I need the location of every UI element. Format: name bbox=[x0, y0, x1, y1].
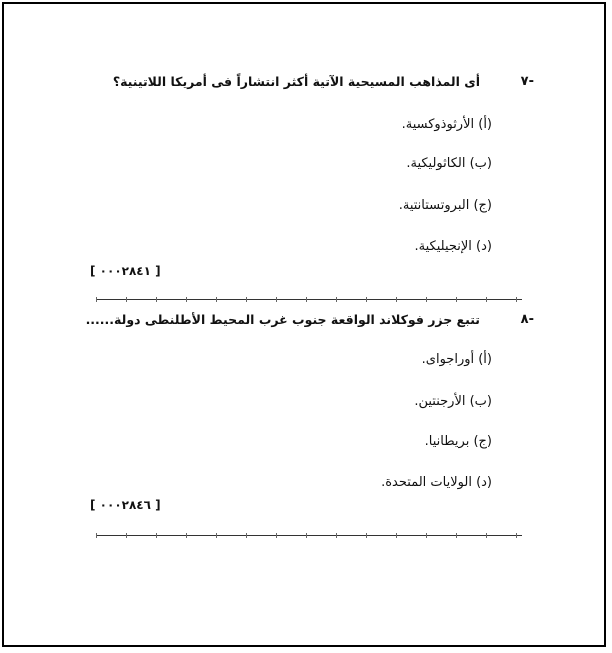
question-code: [ ٠٠٠٢٨٤٦ ] bbox=[90, 498, 161, 512]
question-number: -٧ bbox=[520, 74, 534, 89]
option-d[interactable]: (د) الولايات المتحدة. bbox=[381, 475, 492, 490]
separator-line bbox=[96, 535, 522, 536]
option-c[interactable]: (ج) البروتستانتية. bbox=[398, 198, 492, 213]
question-number: -٨ bbox=[520, 312, 534, 327]
option-a[interactable]: (أ) أوراجواى. bbox=[421, 352, 492, 367]
question-code: [ ٠٠٠٢٨٤١ ] bbox=[90, 264, 161, 278]
option-a[interactable]: (أ) الأرثوذوكسية. bbox=[401, 117, 492, 132]
question-text: تتبع جزر فوكلاند الواقعة جنوب غرب المحيط الأطلنطى دولة...... bbox=[85, 312, 480, 327]
separator-line bbox=[96, 299, 522, 300]
option-d[interactable]: (د) الإنجيليكية. bbox=[414, 239, 492, 254]
option-b[interactable]: (ب) الأرجنتين. bbox=[414, 394, 492, 409]
option-b[interactable]: (ب) الكاثوليكية. bbox=[406, 156, 492, 171]
question-text: أى المذاهب المسيحية الآتية أكثر انتشاراً فى أمريكا اللاتينية؟ bbox=[112, 74, 480, 89]
option-c[interactable]: (ج) بريطانيا. bbox=[424, 434, 492, 449]
